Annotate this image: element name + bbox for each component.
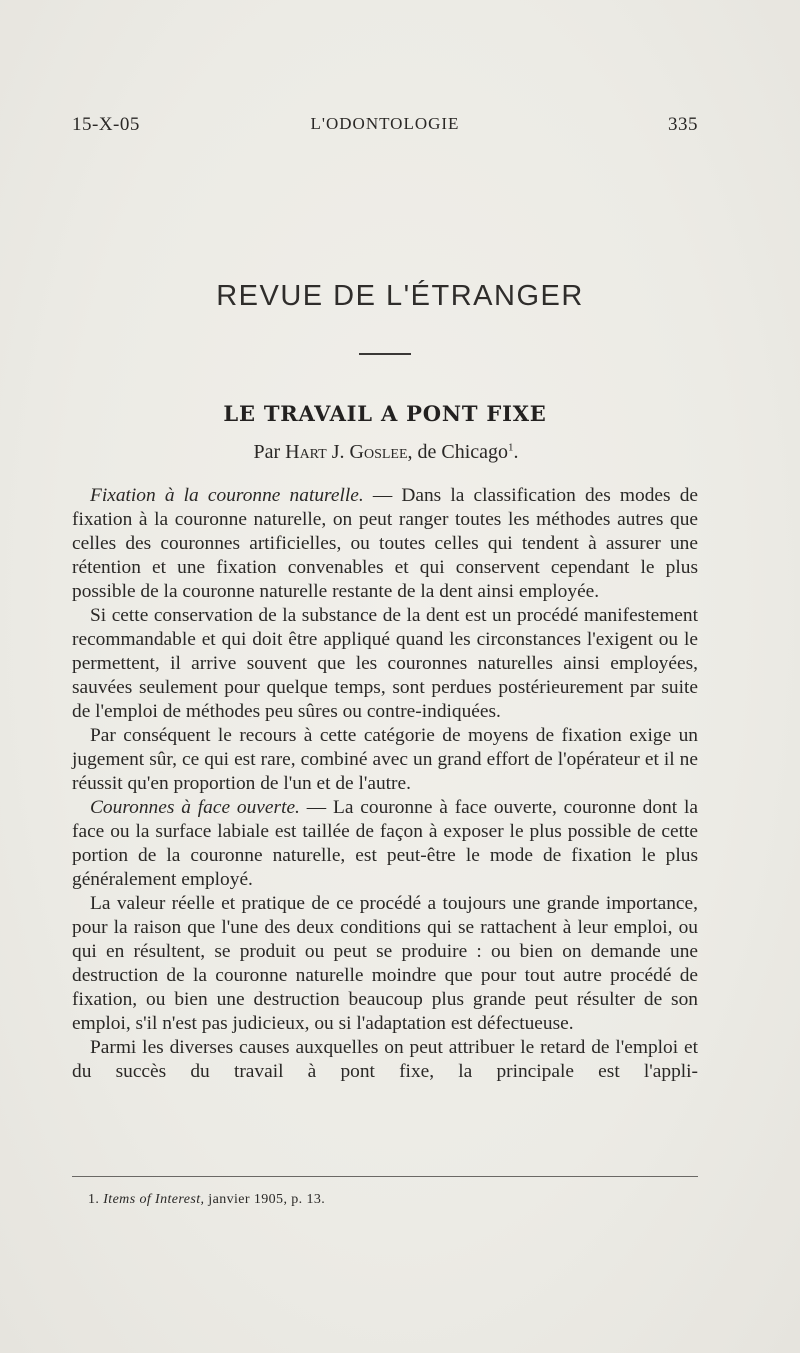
- article-title: LE TRAVAIL A PONT FIXE: [223, 401, 547, 426]
- paragraph-text: Parmi les diverses causes auxquelles on peut attribuer le retard de l'emploi et du succès du travail à pont fixe, la principale est l'appli-: [72, 1037, 698, 1082]
- paragraph: [72, 1036, 698, 1084]
- paragraph-text: La valeur réelle et pratique de ce procédé a toujours une grande importance, pour la raison que l'une des deux conditions qui se rattachent à leur emploi, ou qui en résultent, se produit ou peut se produire : ou bien on demande une destruction de la couronne naturelle moindre que pour tout autre procédé de fixation, ou bien une destruction beaucoup plus grande peut résulter de son emploi, s'il n'est pas judicieux, ou si l'adaptation est défectueuse.: [72, 893, 698, 1034]
- paragraph: [72, 796, 698, 892]
- running-head: [72, 114, 698, 144]
- byline-closing: .: [513, 441, 519, 463]
- footnote-number: 1.: [88, 1192, 100, 1207]
- issue-date: 15-X-05: [72, 114, 140, 135]
- footnote-divider: [72, 1176, 698, 1177]
- byline-location: , de Chicago: [407, 441, 509, 463]
- paragraph: [72, 724, 698, 796]
- section-title: REVUE DE L'ÉTRANGER: [216, 280, 584, 312]
- article-body: [72, 484, 698, 1084]
- footnote-source: Items of Interest,: [103, 1192, 205, 1207]
- paragraph-text: Par conséquent le recours à cette catégorie de moyens de fixation exige un jugement sûr, ce qui est rare, combiné avec un grand effort de l'opérateur et il ne réussit qu'en proportion de l'un et de l'autre.: [72, 725, 698, 794]
- byline: [0, 441, 772, 464]
- journal-name: L'ODONTOLOGIE: [310, 114, 460, 133]
- footnote: [88, 1192, 688, 1208]
- paragraph: [72, 604, 698, 724]
- footnote-marker: 1: [508, 441, 514, 454]
- paragraph-text: Si cette conservation de la substance de la dent est un procédé manifestement recommandable et qui doit être appliqué quand les circonstances l'exigent ou le permettent, il arrive souvent que les couronnes naturelles ainsi employées, sauvées seulement pour quelque temps, sont perdues postérieurement par suite de l'emploi de méthodes peu sûres ou contre-indiquées.: [72, 605, 698, 722]
- paragraph-lead: Fixation à la couronne naturelle.: [90, 485, 364, 506]
- paragraph-lead: Couronnes à face ouverte.: [90, 797, 300, 818]
- page-number: 335: [668, 114, 698, 135]
- author-name: Hart J. Goslee: [285, 441, 408, 463]
- paragraph: [72, 484, 698, 604]
- paragraph: [72, 892, 698, 1036]
- paragraph-text: — Dans la classification des modes de fixation à la couronne naturelle, on peut ranger toutes les méthodes autres que celles des couronnes artificielles, ou toutes celles qui tendent à assurer une rétention et une fixation convenables et qui conservent cependant le plus possible de la couronne naturelle restante de la dent ainsi employée.: [72, 485, 698, 602]
- title-divider: [359, 353, 411, 355]
- byline-prefix: Par: [253, 441, 281, 463]
- paragraph-text: — La couronne à face ouverte, couronne dont la face ou la surface labiale est taillée de façon à exposer le plus possible de cette portion de la couronne naturelle, est peut-être le mode de fixation le plus généralement employé.: [72, 797, 698, 890]
- footnote-details: janvier 1905, p. 13.: [204, 1192, 326, 1207]
